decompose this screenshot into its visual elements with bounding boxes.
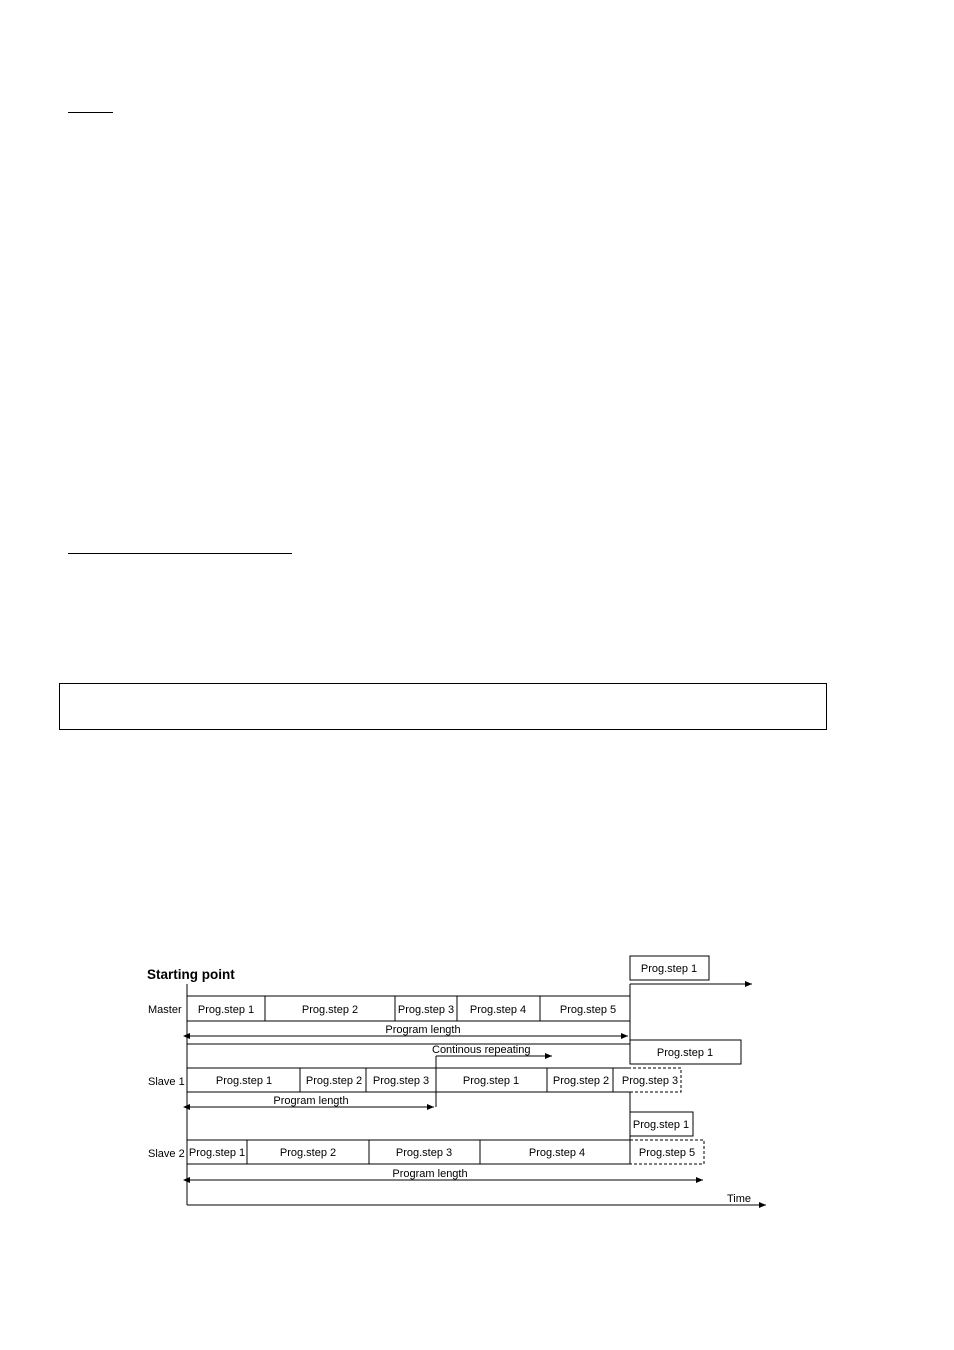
slave1-step-label: Prog.step 1 — [462, 1075, 520, 1087]
slave1-step-label: Prog.step 3 — [372, 1075, 430, 1087]
slave1-step-label: Prog.step 2 — [552, 1075, 610, 1087]
slave2-restart-step-label: Prog.step 1 — [632, 1119, 690, 1131]
slave1-restart-step-label: Prog.step 1 — [656, 1047, 714, 1059]
row-label-slave1: Slave 1 — [148, 1076, 185, 1088]
continuous-repeating-label: Continous repeating — [432, 1044, 531, 1056]
slave2-step-label: Prog.step 4 — [528, 1147, 586, 1159]
master-step-label: Prog.step 5 — [559, 1004, 617, 1016]
master-step-label: Prog.step 2 — [301, 1004, 359, 1016]
slave1-step-label: Prog.step 3 — [621, 1075, 679, 1087]
slave2-steps — [189, 1112, 695, 1164]
master-step-label: Prog.step 4 — [469, 1004, 527, 1016]
slave2-step-label: Prog.step 3 — [395, 1147, 453, 1159]
master-restart-step-label: Prog.step 1 — [640, 963, 698, 975]
row-label-slave2: Slave 2 — [148, 1148, 185, 1160]
slave1-program-length-label: Program length — [273, 1095, 349, 1107]
master-program-length-label: Program length — [385, 1024, 461, 1036]
master-step-label: Prog.step 1 — [197, 1004, 255, 1016]
slave2-step-label: Prog.step 1 — [188, 1147, 246, 1159]
master-steps — [198, 996, 616, 1021]
master-step-label: Prog.step 3 — [397, 1004, 455, 1016]
slave1-step-label: Prog.step 1 — [215, 1075, 273, 1087]
starting-point-label: Starting point — [147, 967, 235, 982]
slave1-steps — [216, 1068, 678, 1092]
slave2-step-label: Prog.step 5 — [638, 1147, 696, 1159]
row-label-master: Master — [148, 1004, 182, 1016]
slave2-step-label: Prog.step 2 — [279, 1147, 337, 1159]
slave1-step-label: Prog.step 2 — [305, 1075, 363, 1087]
time-axis-label: Time — [727, 1193, 752, 1205]
slave2-program-length-label: Program length — [392, 1168, 468, 1180]
